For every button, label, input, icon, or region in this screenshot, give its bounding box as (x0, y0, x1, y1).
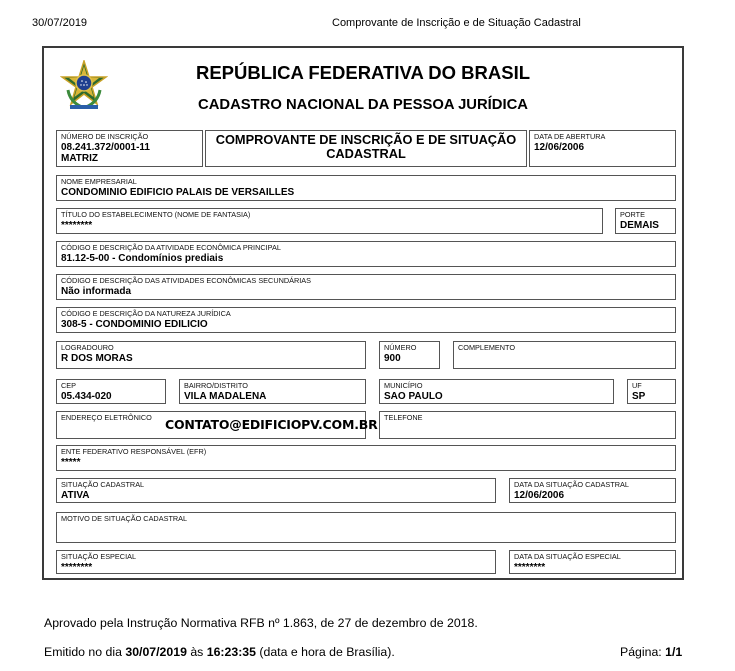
natureza-juridica-value: 308-5 - CONDOMINIO EDILICIO (61, 319, 208, 330)
uf-value: SP (632, 391, 646, 402)
logradouro-box (56, 341, 366, 369)
atividade-principal-box (56, 241, 676, 267)
emission-mid: às (190, 645, 204, 659)
numero-inscricao-label: NÚMERO DE INSCRIÇÃO (61, 132, 149, 141)
print-date: 30/07/2019 (32, 17, 88, 29)
emission-line (44, 645, 395, 659)
email-label: ENDEREÇO ELETRÔNICO (61, 413, 152, 422)
republic-title: REPÚBLICA FEDERATIVA DO BRASIL (195, 62, 531, 83)
uf-label: UF (632, 381, 642, 390)
data-situacao-especial-label: DATA DA SITUAÇÃO ESPECIAL (514, 552, 621, 561)
situacao-cadastral-box (56, 478, 496, 503)
data-situacao-cadastral-value: 12/06/2006 (514, 490, 565, 501)
porte-value: DEMAIS (620, 220, 659, 231)
emission-suffix: (data e hora de Brasília). (259, 645, 395, 659)
numero-inscricao-value: 08.241.372/0001-11 (61, 142, 150, 153)
situacao-especial-box (56, 550, 496, 574)
natureza-juridica-label: CÓDIGO E DESCRIÇÃO DA NATUREZA JURÍDICA (61, 309, 231, 318)
situacao-cadastral-value: ATIVA (61, 490, 90, 501)
proof-title-box (205, 130, 527, 167)
situacao-especial-label: SITUAÇÃO ESPECIAL (61, 552, 137, 561)
bairro-value: VILA MADALENA (184, 391, 267, 402)
page-label: Página: (620, 645, 662, 659)
municipio-value: SAO PAULO (384, 391, 443, 402)
nome-empresarial-value: CONDOMINIO EDIFICIO PALAIS DE VERSAILLES (61, 187, 295, 198)
numero-label: NÚMERO (384, 343, 417, 352)
uf-box (627, 379, 676, 404)
nome-empresarial-label: NOME EMPRESARIAL (61, 177, 137, 186)
numero-value: 900 (384, 353, 401, 364)
email-value: CONTATO@EDIFICIOPV.COM.BR (165, 417, 378, 432)
numero-box (379, 341, 440, 369)
efr-box (56, 445, 676, 471)
email-box (56, 411, 378, 439)
data-abertura-value: 12/06/2006 (534, 142, 585, 153)
data-abertura-label: DATA DE ABERTURA (534, 132, 606, 141)
efr-label: ENTE FEDERATIVO RESPONSÁVEL (EFR) (61, 447, 207, 456)
titulo-estabelecimento-label: TÍTULO DO ESTABELECIMENTO (NOME DE FANTASIA) (61, 210, 251, 219)
cep-label: CEP (61, 381, 77, 390)
emission-prefix: Emitido no dia (44, 645, 122, 659)
data-abertura-box (529, 130, 676, 167)
data-situacao-especial-value: ******** (514, 562, 546, 573)
logradouro-label: LOGRADOURO (61, 343, 114, 352)
logradouro-value: R DOS MORAS (61, 353, 133, 364)
atividades-secundarias-label: CÓDIGO E DESCRIÇÃO DAS ATIVIDADES ECONÔMICAS SECUNDÁRIAS (61, 276, 312, 285)
document-frame (42, 46, 684, 580)
municipio-box (379, 379, 614, 404)
situacao-especial-value: ******** (61, 562, 93, 573)
motivo-situacao-label: MOTIVO DE SITUAÇÃO CADASTRAL (61, 514, 188, 523)
print-title: Comprovante de Inscrição e de Situação Cadastral (332, 17, 581, 29)
municipio-label: MUNICÍPIO (384, 381, 423, 390)
cep-box (56, 379, 166, 404)
atividades-secundarias-box (56, 274, 676, 300)
registry-title: CADASTRO NACIONAL DA PESSOA JURÍDICA (198, 97, 528, 113)
bairro-box (179, 379, 366, 404)
porte-box (615, 208, 676, 234)
matriz-value: MATRIZ (61, 153, 99, 164)
proof-title: COMPROVANTE DE INSCRIÇÃO E DE SITUAÇÃO CADASTRAL (215, 132, 517, 161)
bairro-label: BAIRRO/DISTRITO (184, 381, 248, 390)
porte-label: PORTE (620, 210, 646, 219)
efr-value: ***** (61, 457, 81, 468)
data-situacao-cadastral-box (509, 478, 676, 503)
emission-date: 30/07/2019 (125, 645, 187, 659)
motivo-situacao-box (56, 512, 676, 543)
data-situacao-cadastral-label: DATA DA SITUAÇÃO CADASTRAL (514, 480, 629, 489)
titulo-estabelecimento-box (56, 208, 603, 234)
titulo-estabelecimento-value: ******** (61, 220, 93, 231)
page-value: 1/1 (665, 645, 683, 659)
complemento-box (453, 341, 676, 369)
cep-value: 05.434-020 (61, 391, 112, 402)
atividade-principal-label: CÓDIGO E DESCRIÇÃO DA ATIVIDADE ECONÔMICA PRINCIPAL (61, 243, 281, 252)
complemento-label: COMPLEMENTO (458, 343, 516, 352)
natureza-juridica-box (56, 307, 676, 333)
emission-time: 16:23:35 (206, 645, 256, 659)
data-situacao-especial-box (509, 550, 676, 574)
atividade-principal-value: 81.12-5-00 - Condomínios prediais (61, 253, 224, 264)
atividades-secundarias-value: Não informada (61, 286, 132, 297)
approval-note: Aprovado pela Instrução Normativa RFB nº 1.863, de 27 de dezembro de 2018. (44, 616, 478, 630)
nome-empresarial-box (56, 175, 676, 201)
telefone-label: TELEFONE (384, 413, 423, 422)
situacao-cadastral-label: SITUAÇÃO CADASTRAL (61, 480, 145, 489)
numero-inscricao-box (56, 130, 203, 167)
telefone-box (379, 411, 676, 439)
page-number (620, 645, 682, 659)
